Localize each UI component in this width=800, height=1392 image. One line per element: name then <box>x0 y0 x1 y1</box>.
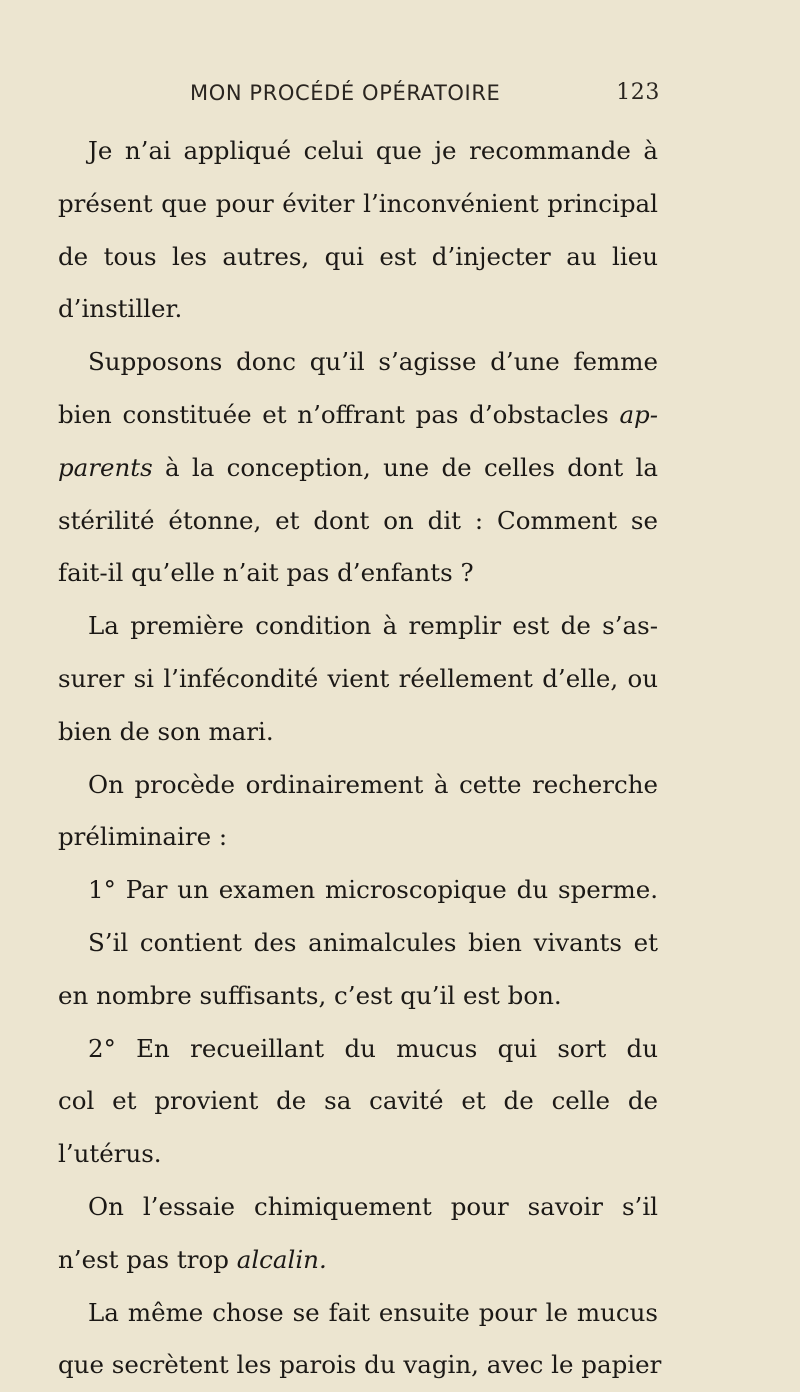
text-line: 1° Par un examen microscopique du sperme. <box>88 875 658 905</box>
text-line: Je n’ai appliqué celui que je recommande à <box>88 136 658 165</box>
text-line: bien de son mari. <box>58 716 274 746</box>
italic-word: alcalin. <box>236 1244 327 1274</box>
text-line: stérilité étonne, et dont on dit : Comment se <box>58 505 658 535</box>
text-line: surer si l’infécondité vient réellement d’elle, ou <box>58 663 658 693</box>
text-line <box>58 1234 658 1287</box>
text-line: de tous les autres, qui est d’injecter au lieu <box>58 241 658 271</box>
running-head <box>190 76 660 110</box>
text-line: La même chose se fait ensuite pour le mucus <box>88 1297 658 1327</box>
text-segment: bien constituée et n’offrant pas d’obstacles <box>58 399 609 429</box>
text-line: Supposons donc qu’il s’agisse d’une femme <box>88 347 658 377</box>
text-line: préliminaire : <box>58 822 228 852</box>
text-line: On l’essaie chimiquement pour savoir s’il <box>88 1191 658 1221</box>
text-line: S’il contient des animalcules bien vivants et <box>88 927 658 957</box>
text-line: d’instiller. <box>58 294 183 324</box>
text-line: On procède ordinairement à cette recherche <box>88 769 658 799</box>
text-segment: à la conception, une de celles dont la <box>165 452 659 482</box>
text-line <box>58 442 658 495</box>
text-line <box>58 389 658 442</box>
text-line: en nombre suffisants, c’est qu’il est bon. <box>58 980 562 1010</box>
italic-word: parents <box>58 452 153 482</box>
text-line: l’utérus. <box>58 1139 162 1169</box>
page-number: 123 <box>616 80 660 105</box>
italic-word: ap- <box>619 399 659 429</box>
text-segment: n’est pas trop <box>58 1244 229 1274</box>
running-title: MON PROCÉDÉ OPÉRATOIRE <box>190 81 501 105</box>
text-line: La première condition à remplir est de s’as- <box>88 611 658 641</box>
body-text <box>58 125 662 1392</box>
text-line: 2° En recueillant du mucus qui sort du <box>88 1033 658 1063</box>
text-line: que secrètent les parois du vagin, avec le papier <box>58 1350 662 1380</box>
text-line: col et provient de sa cavité et de celle de <box>58 1086 658 1116</box>
text-line: fait-il qu’elle n’ait pas d’enfants ? <box>58 558 474 588</box>
text-line: présent que pour éviter l’inconvénient principal <box>58 188 658 218</box>
